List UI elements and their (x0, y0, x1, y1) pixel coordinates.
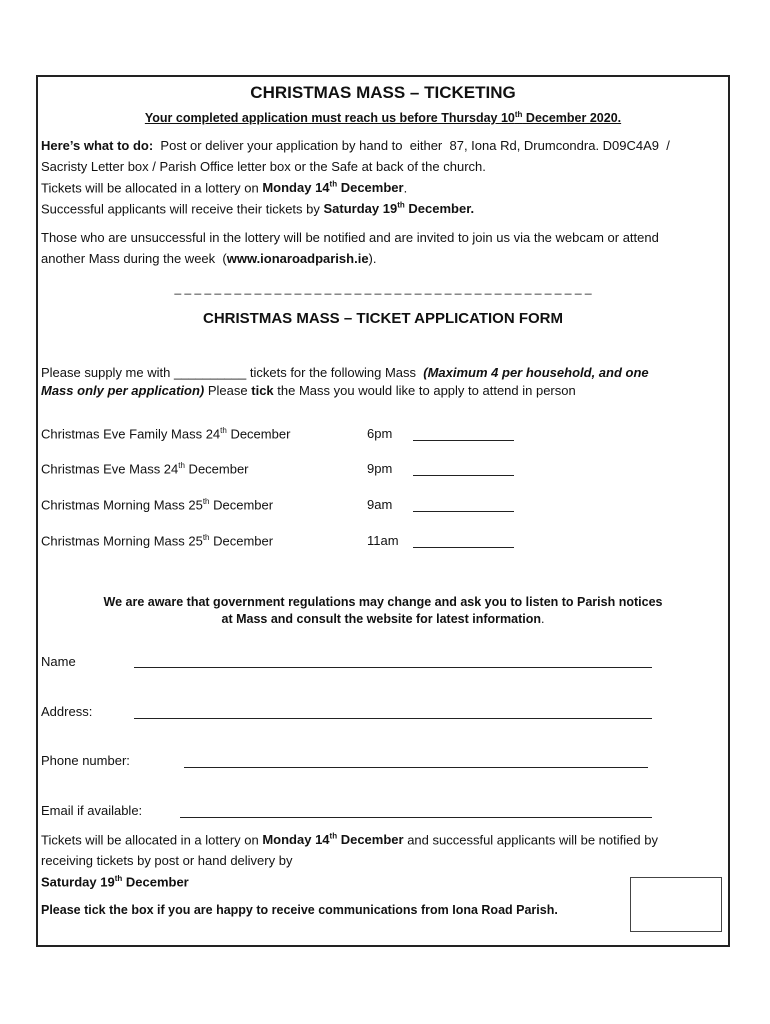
regulations-notice-2 (36, 612, 730, 626)
footer-3-month: December (122, 874, 189, 890)
mass-time: 9pm (367, 461, 393, 476)
instructions-line-2: Sacristy Letter box / Parish Office letter box or the Safe at back of the church. (41, 159, 486, 174)
what-to-do-label: Here’s what to do: (41, 138, 154, 153)
mass-month: December (226, 426, 291, 442)
deadline-text: Your completed application must reach us before Thursday 10 (144, 111, 515, 126)
page-title: CHRISTMAS MASS – TICKETING (250, 83, 516, 102)
address-label: Address: (41, 704, 93, 719)
success-sup: th (397, 201, 405, 210)
lottery-line (41, 180, 407, 195)
notice-2-end: . (541, 612, 545, 626)
mass-name: Christmas Morning Mass 25 (41, 533, 203, 549)
supply-please: Please (204, 383, 252, 398)
mass-tick-line[interactable] (413, 511, 514, 512)
success-text: Successful applicants will receive their tickets by (41, 201, 324, 217)
mass-row (41, 497, 273, 512)
footer-line-3 (41, 874, 189, 889)
footer-3-sup: th (114, 874, 123, 883)
name-field[interactable] (134, 667, 652, 668)
footer-day: Monday 14 (262, 832, 330, 848)
address-field[interactable] (134, 718, 652, 719)
footer-line-2: receiving tickets by post or hand delivery by (41, 853, 293, 868)
mass-row (41, 533, 273, 548)
mass-tick-line[interactable] (413, 547, 514, 548)
email-label: Email if available: (41, 803, 143, 818)
success-month: December. (404, 201, 475, 217)
mass-sup: th (178, 461, 185, 470)
mass-name: Christmas Eve Mass 24 (41, 461, 179, 477)
success-line (41, 201, 474, 216)
footer-3-day: Saturday 19 (41, 874, 115, 890)
phone-label: Phone number: (41, 753, 130, 768)
supply-max-2: Mass only per application) (41, 383, 205, 398)
unsuccessful-end: ). (368, 251, 377, 266)
mass-month: December (209, 533, 274, 549)
supply-text: Please supply me with __________ tickets for the following Mass (41, 365, 424, 380)
deadline-notice (36, 110, 730, 125)
lottery-month: December (337, 180, 404, 196)
supply-line-1 (41, 365, 649, 380)
form-title: CHRISTMAS MASS – TICKET APPLICATION FORM (203, 310, 563, 327)
mass-tick-line[interactable] (413, 440, 514, 441)
unsuccessful-line-1: Those who are unsuccessful in the lottery will be notified and are invited to join us via the webcam or attend (41, 230, 659, 245)
mass-row (41, 426, 290, 441)
name-label: Name (41, 654, 76, 669)
supply-tick: tick (251, 383, 274, 398)
footer-line-1 (41, 832, 658, 847)
unsuccessful-line-2 (41, 251, 377, 266)
footer-text: Tickets will be allocated in a lottery on (41, 832, 263, 848)
success-day: Saturday 19 (323, 201, 398, 217)
separator-line: _ _ _ _ _ _ _ _ _ _ _ _ _ _ _ _ _ _ _ _ _ _ _ _ _ _ _ _ _ _ _ _ _ _ _ _ _ _ _ _ _ _ (174, 281, 592, 295)
mass-time: 9am (367, 497, 393, 512)
mass-name: Christmas Morning Mass 25 (41, 497, 203, 513)
footer-month: December (337, 832, 404, 848)
mass-row (41, 461, 249, 476)
mass-month: December (209, 497, 274, 513)
mass-sup: th (220, 426, 227, 435)
phone-field[interactable] (184, 767, 648, 768)
lottery-date (262, 180, 403, 195)
mass-name: Christmas Eve Family Mass 24 (41, 426, 221, 442)
footer-sup: th (329, 832, 338, 841)
mass-tick-line[interactable] (413, 475, 514, 476)
footer-rest: and successful applicants will be notified by (403, 832, 658, 848)
lottery-end: . (403, 180, 408, 196)
consent-text: Please tick the box if you are happy to receive communications from Iona Road Parish. (41, 903, 558, 917)
mass-month: December (184, 461, 249, 477)
consent-checkbox[interactable] (630, 877, 722, 932)
deadline-sup: th (514, 110, 523, 119)
supply-line-2 (41, 383, 576, 398)
instructions-line-1 (41, 138, 670, 153)
mass-time: 11am (367, 533, 399, 548)
supply-rest: the Mass you would like to apply to attend in person (273, 383, 576, 398)
footer-date (262, 832, 403, 847)
website-link[interactable]: www.ionaroadparish.ie (226, 251, 369, 266)
what-to-do-text: Post or deliver your application by hand to either 87, Iona Rd, Drumcondra. D09C4A9 / (153, 138, 670, 153)
mass-sup: th (202, 533, 210, 542)
supply-max: (Maximum 4 per household, and one (423, 365, 649, 380)
mass-sup: th (202, 497, 210, 506)
success-date (324, 201, 475, 216)
mass-time: 6pm (367, 426, 393, 441)
notice-2-text: at Mass and consult the website for latest information (221, 612, 541, 626)
unsuccessful-text: another Mass during the week ( (41, 251, 227, 266)
lottery-sup: th (329, 180, 338, 189)
lottery-day: Monday 14 (262, 180, 330, 196)
lottery-text: Tickets will be allocated in a lottery on (41, 180, 263, 196)
regulations-notice-1: We are aware that government regulations may change and ask you to listen to Parish notices (103, 595, 663, 609)
email-field[interactable] (180, 817, 652, 818)
deadline-date: December 2020. (522, 111, 622, 126)
